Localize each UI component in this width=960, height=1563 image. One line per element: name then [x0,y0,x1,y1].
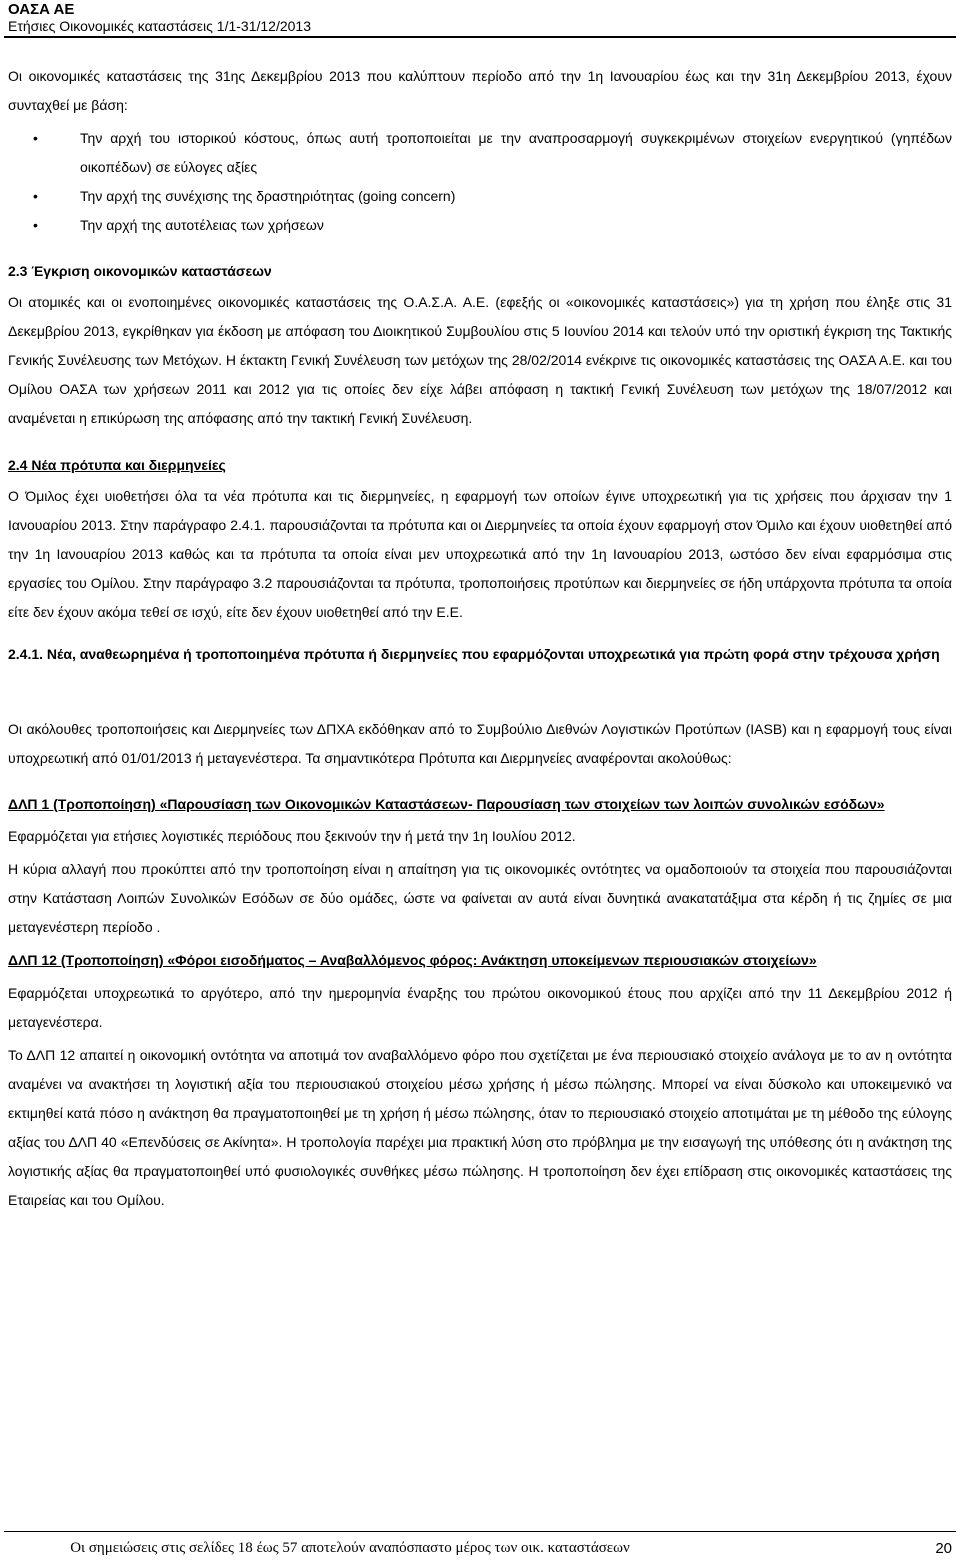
list-item: • Την αρχή του ιστορικού κόστους, όπως αυτή τροποποιείται με την αναπροσαρμογή συγκεκριμένων στοιχείων ενεργητικού (γηπέδων οικοπέδων) σε εύλογες αξίες [8,124,952,182]
document-subtitle: Ετήσιες Οικονομικές καταστάσεις 1/1-31/12/2013 [8,18,311,34]
page-footer [0,1531,960,1563]
list-item: • Την αρχή της αυτοτέλειας των χρήσεων [8,211,952,240]
section-heading-2-4-1: 2.4.1. Νέα, αναθεωρημένα ή τροποποιημένα πρότυπα ή διερμηνείες που εφαρμόζονται υποχρεωτικά για πρώτη φορά στην τρέχουσα χρήση [8,646,940,662]
basis-list [8,124,952,240]
ias1-body: Η κύρια αλλαγή που προκύπτει από την τροποποίηση είναι η απαίτηση για τις οικονομικές οντότητες να ομαδοποιούν τα στοιχεία που παρουσιάζονται στην Κατάσταση Λοιπών Συνολικών Εσόδων σε δύο ομάδες, ώστε να φαίνεται αν αυτά είναι δυνητικά ανακατατάξιμα στα κέρδη ή τις ζημίες σε μια μεταγενέστερη περίοδο . [8,861,952,935]
section-2-3-body: Οι ατομικές και οι ενοποιημένες οικονομικές καταστάσεις της Ο.Α.Σ.Α. Α.Ε. (εφεξής οι «οικονομικές καταστάσεις») για τη χρήση που έληξε στις 31 Δεκεμβρίου 2013, εγκρίθηκαν για έκδοση με απόφαση του Διοικητικού Συμβουλίου στις 5 Ιουνίου 2014 και τελούν υπό την οριστική έγκριση της Τακτικής Γενικής Συνέλευσης των Μετόχων. Η έκτακτη Γενική Συνέλευση των μετόχων της 28/02/2014 ενέκρινε τις οικονομικές καταστάσεις της ΟΑΣΑ Α.Ε. και του Ομίλου ΟΑΣΑ των χρήσεων 2011 και 2012 για τις οποίες δεν είχε λάβει απόφαση η τακτική Γενική Συνέλευση των μετόχων της 18/07/2012 και αναμένεται η επικύρωση της απόφασης από την τακτική Γενική Συνέλευση. [8,294,952,426]
page-number: 20 [935,1540,952,1557]
footer-divider [4,1531,956,1532]
header-divider [4,36,956,38]
section-2-4-1-body: Οι ακόλουθες τροποποιήσεις και Διερμηνείες των ΔΠΧΑ εκδόθηκαν από το Συμβούλιο Διεθνών Λογιστικών Προτύπων (IASB) και η εφαρμογή τους είναι υποχρεωτική από 01/01/2013 ή μεταγενέστερα. Τα σημαντικότερα Πρότυπα και Διερμηνείες αναφέρονται ακολούθως: [8,721,952,766]
ias12-heading: ΔΛΠ 12 (Τροποποίηση) «Φόροι εισοδήματος – Αναβαλλόμενος φόρος: Ανάκτηση υποκείμενων περιουσιακών στοιχείων» [8,952,817,968]
footer-note: Οι σημειώσεις στις σελίδες 18 έως 57 αποτελούν αναπόσπαστο μέρος των οικ. καταστάσεων [70,1540,630,1556]
section-heading-2-4: 2.4 Νέα πρότυπα και διερμηνείες [8,457,226,473]
section-heading-2-3: 2.3 Έγκριση οικονομικών καταστάσεων [8,263,272,279]
section-2-4-body: Ο Όμιλος έχει υιοθετήσει όλα τα νέα πρότυπα και τις διερμηνείες, η εφαρμογή των οποίων έγινε υποχρεωτική για τις χρήσεις που άρχισαν την 1 Ιανουαρίου 2013. Στην παράγραφο 2.4.1. παρουσιάζονται τα πρότυπα και οι Διερμηνείες τα οποία έχουν εφαρμογή στον Όμιλο και έχουν υιοθετηθεί από την 1η Ιανουαρίου 2013 καθώς και τα πρότυπα τα οποία είναι μεν υποχρεωτικά από την 1η Ιανουαρίου 2013, ωστόσο δεν είναι εφαρμόσιμα στις εργασίες του Ομίλου. Στην παράγραφο 3.2 παρουσιάζονται τα πρότυπα, τροποποιήσεις προτύπων και διερμηνείες σε ήδη υπάρχοντα πρότυπα τα οποία είτε δεν έχουν ακόμα τεθεί σε ισχύ, είτε δεν έχουν υιοθετηθεί από την Ε.Ε. [8,488,952,620]
company-name: ΟΑΣΑ ΑΕ [8,1,75,18]
document-body [8,62,952,1215]
list-item: • Την αρχή της συνέχισης της δραστηριότητας (going concern) [8,182,952,211]
intro-paragraph: Οι οικονομικές καταστάσεις της 31ης Δεκεμβρίου 2013 που καλύπτουν περίοδο από την 1η Ιανουαρίου έως και την 31η Δεκεμβρίου 2013, έχουν συνταχθεί με βάση: [8,68,952,113]
ias12-body: Το ΔΛΠ 12 απαιτεί η οικονομική οντότητα να αποτιμά τον αναβαλλόμενο φόρο που σχετίζεται με ένα περιουσιακό στοιχείο ανάλογα με το αν η οντότητα αναμένει να ανακτήσει τη λογιστική αξία του περιουσιακού στοιχείου μέσω χρήσης ή μέσω πώλησης. Μπορεί να είναι δύσκολο και υποκειμενικό να εκτιμηθεί κατά πόσο η ανάκτηση θα πραγματοποιηθεί με τη χρήση ή μέσω πώλησης, όταν το περιουσιακό στοιχείο αποτιμάται με τη μέθοδο της εύλογης αξίας του ΔΛΠ 40 «Επενδύσεις σε Ακίνητα». Η τροπολογία παρέχει μια πρακτική λύση στο πρόβλημα με την εισαγωγή της υπόθεσης ότι η ανάκτηση της λογιστικής αξίας θα πραγματοποιηθεί υπό φυσιολογικές συνθήκες μέσω πώλησης. Η τροποποίηση δεν έχει επίδραση στις οικονομικές καταστάσεις της Εταιρείας και του Ομίλου. [8,1047,952,1208]
page-header [0,0,960,36]
ias1-heading: ΔΛΠ 1 (Τροποποίηση) «Παρουσίαση των Οικονομικών Καταστάσεων- Παρουσίαση των στοιχείων των λοιπών συνολικών εσόδων» [8,796,885,812]
ias1-effective-date: Εφαρμόζεται για ετήσιες λογιστικές περιόδους που ξεκινούν την ή μετά την 1η Ιουλίου 2012. [8,828,576,844]
ias12-effective-date: Εφαρμόζεται υποχρεωτικά το αργότερο, από την ημερομηνία έναρξης του πρώτου οικονομικού έτους που αρχίζει από την 11 Δεκεμβρίου 2012 ή μεταγενέστερα. [8,985,952,1030]
